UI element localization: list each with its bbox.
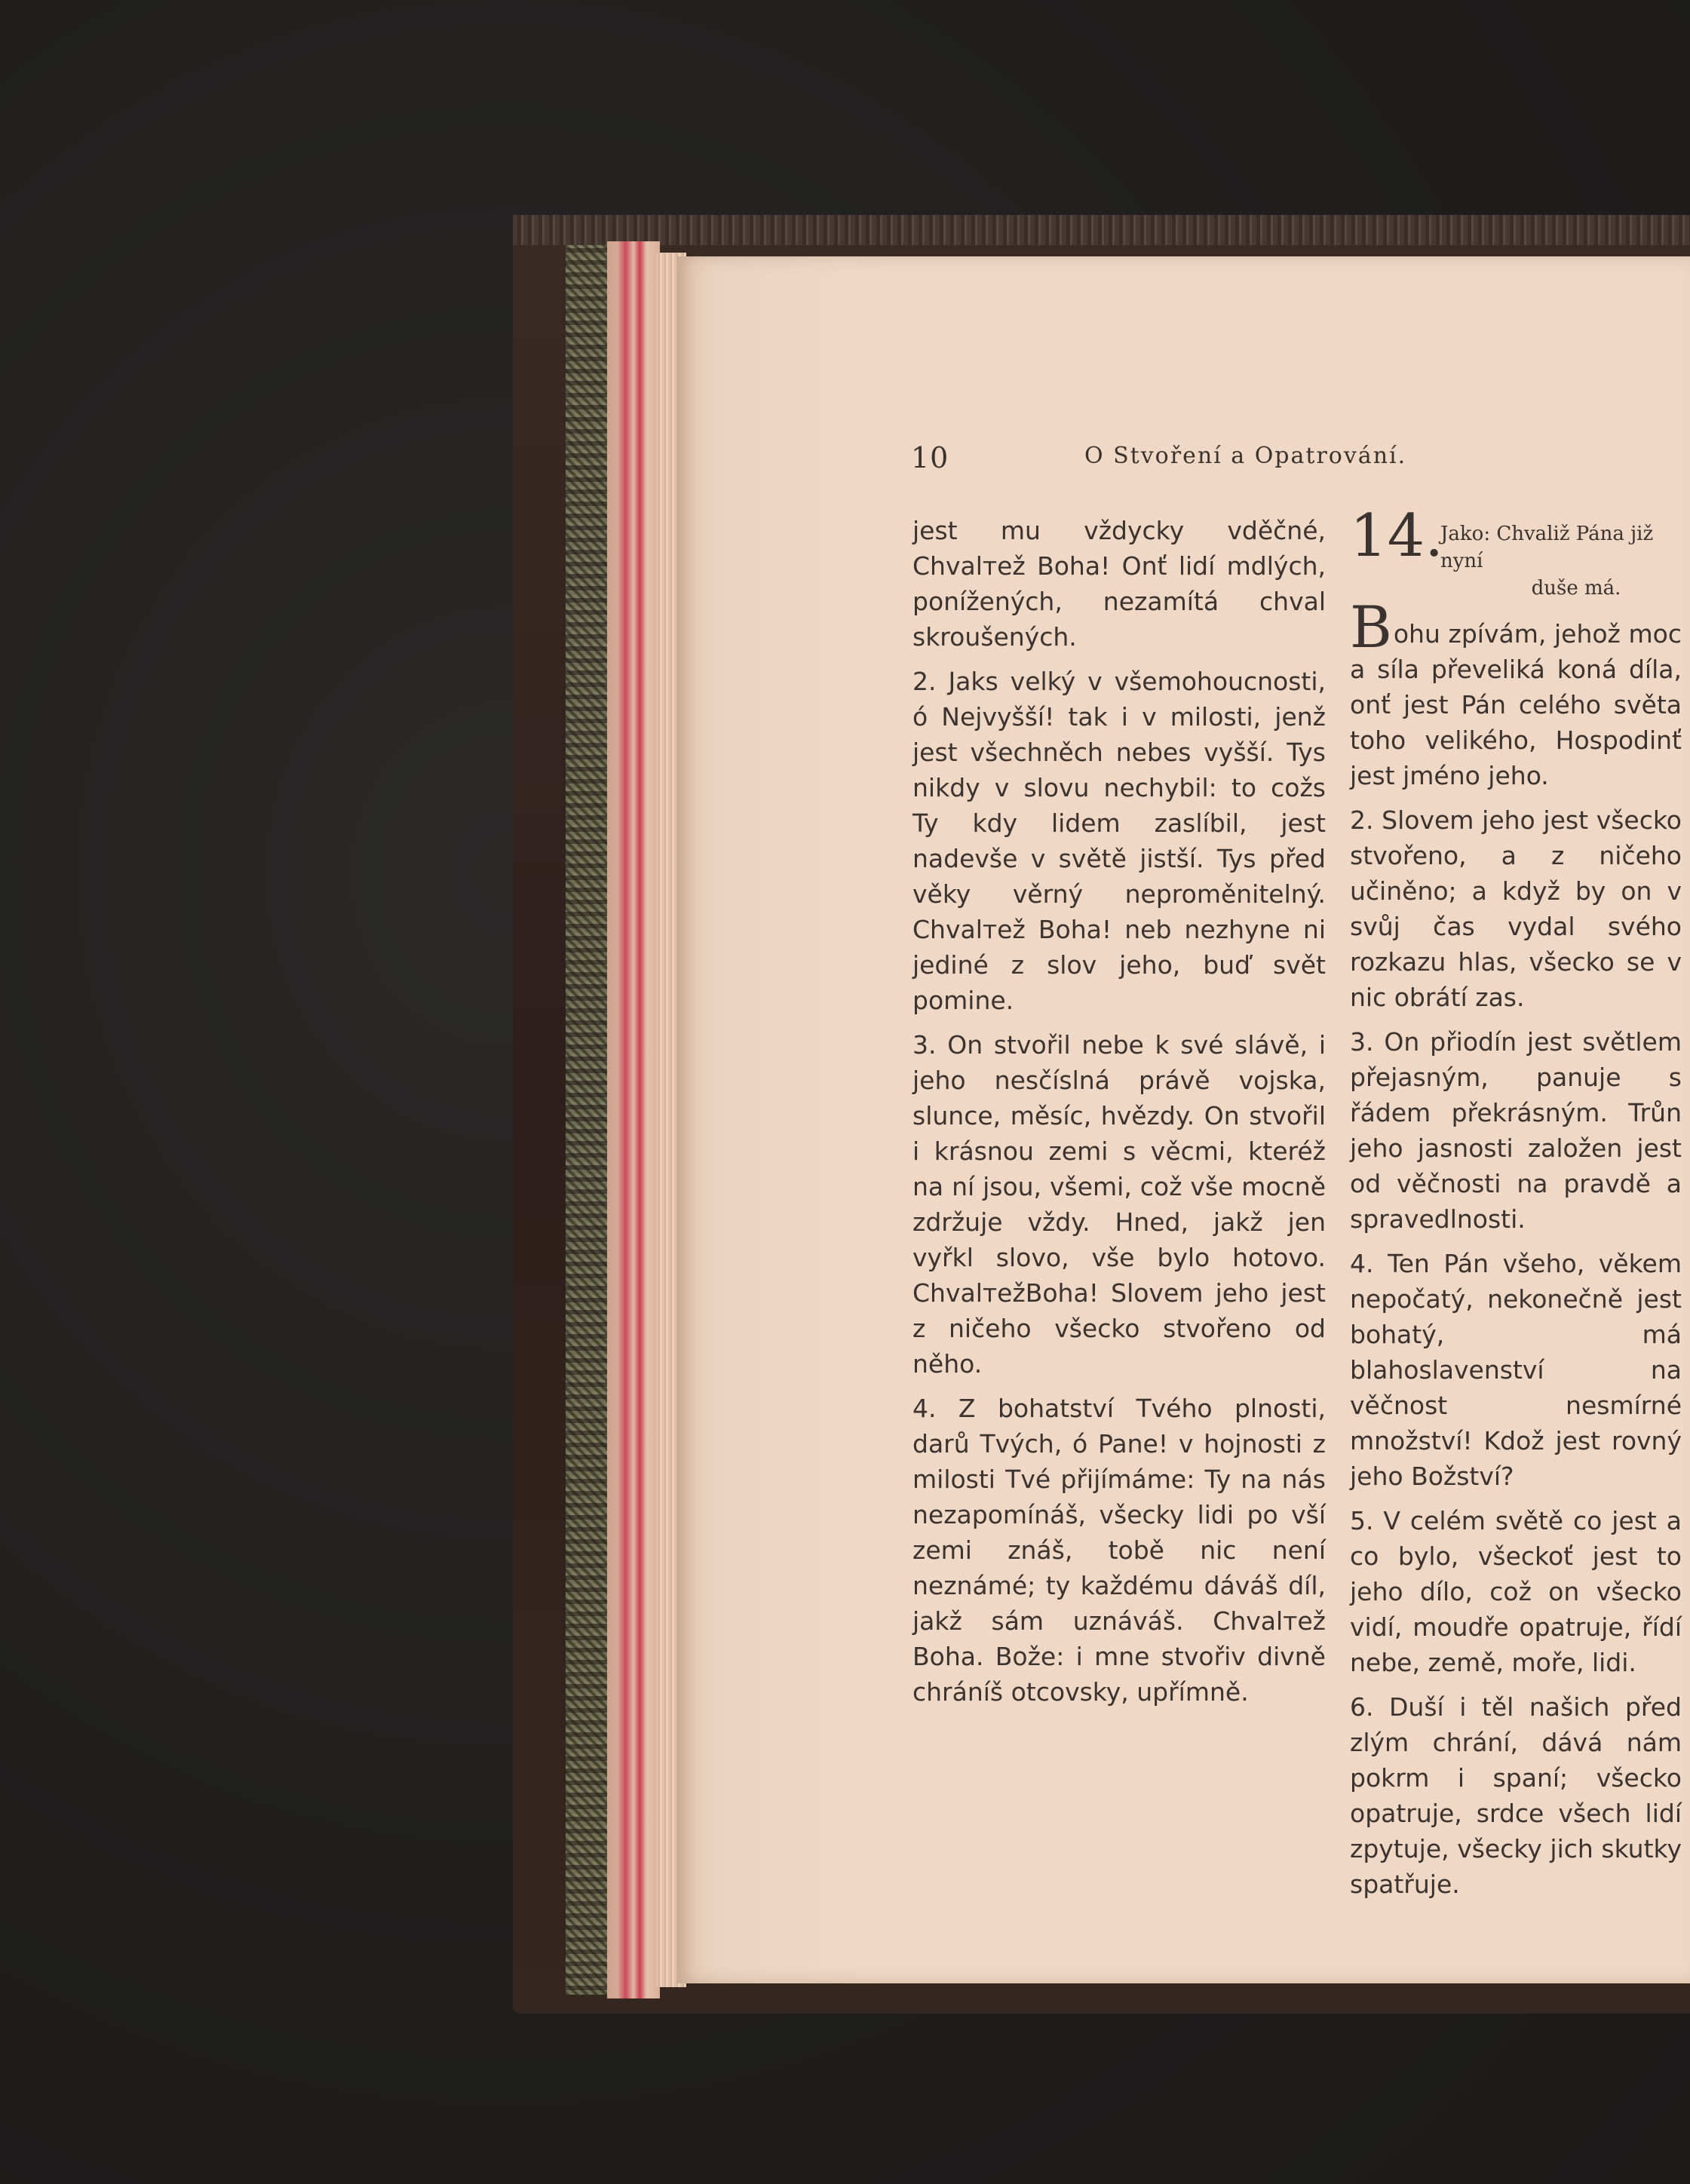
hymn-tune-line: duše má. [1531,577,1621,600]
drop-cap: B [1350,594,1392,661]
right-column [1350,502,1682,1911]
open-book [513,215,1690,2014]
paragraph: 4. Ten Pán všeho, věkem nepočatý, nekonečně jest bohatý, má blahoslavenství na věčnost nesmírné množství! Kdož jest rovný jeho Božství? [1350,1249,1682,1491]
paragraph: 2. Slovem jeho jest všecko stvořeno, a z ničeho učiněno; a když by on v svůj čas vydal svého rozkazu hlas, všecko se v nic obrátí zas. [1350,805,1682,1012]
hymn-tune-line: Jako: Chvaliž Pána již nyní [1440,523,1654,572]
paragraph [1350,594,1682,793]
paragraph: 5. V celém světě co jest a co bylo, všeckoť jest to jeho dílo, což on všecko vidí, moudře opatruje, řídí nebe, země, moře, lidi. [1350,1506,1682,1677]
running-head: O Stvoření a Opatrování. [1084,443,1407,469]
paragraph-text: ohu zpívám, jehož moc a síla převeliká koná díla, onť jest Pán celého světa toho velikého, Hospodinť jest jméno jeho. [1350,619,1682,790]
left-column [912,513,1326,1719]
paragraph: 6. Duší i těl našich před zlým chrání, dává nám pokrm i spaní; všecko opatruje, srdce všech lidí zpytuje, všecky jich skutky spatřuje. [1350,1692,1682,1899]
book-page [677,256,1690,1983]
hymn-heading [1350,502,1682,600]
decorated-endpaper [566,245,607,1995]
paragraph: 2. Jaks velký v všemohoucnosti, ó Nejvyšší! tak i v milosti, jenž jest všechněch nebes vyšší. Tys nikdy v slovu nechybil: to cožs Ty kdy lidem zaslíbil, jest nadevše v světě jistší. Tys před věky věrný neproměnitelný. Chvalтež Boha! neb nezhyne ni jediné z slov jeho, buď svět pomine. [912,667,1326,1015]
paragraph: jest mu vždycky vděčné, Chvalтež Boha! Onť lidí mdlých, ponížených, nezamítá chval skroušených. [912,516,1326,652]
worn-cover-edge [513,215,1690,245]
paragraph: 3. On přiodín jest světlem přejasným, panuje s řádem překrásným. Trůn jeho jasnosti založen jest od věčnosti na pravdě a spravedlnosti. [1350,1027,1682,1234]
page-header [677,441,1690,479]
hymn-number: 14. [1350,502,1444,570]
paragraph: 4. Z bohatství Tvého plnosti, darů Tvých, ó Pane! v hojnosti z milosti Tvé přijímáme: Ty na nás nezapomínáš, všecky lidi po vší zemi znáš, tobě nic není neznámé; ty každému dáváš díl, jakž sám uznáváš. Chvalтež Boha. Bože: i mne stvořiv divně chráníš otcovsky, upřímně. [912,1394,1326,1707]
red-page-edges [607,241,660,1998]
hymn-tune [1440,520,1682,602]
paragraph: 3. On stvořil nebe k své slávě, i jeho nesčíslná právě vojska, slunce, měsíc, hvězdy. On stvořil i krásnou zemi s věcmi, kteréž na ní jsou, všemi, což vše mocně zdržuje vždy. Hned, jakž jen vyřkl slovo, vše bylo hotovo. ChvalтežBoha! Slovem jeho jest z ničeho všecko stvořeno od něho. [912,1030,1326,1379]
page-number: 10 [911,441,949,474]
